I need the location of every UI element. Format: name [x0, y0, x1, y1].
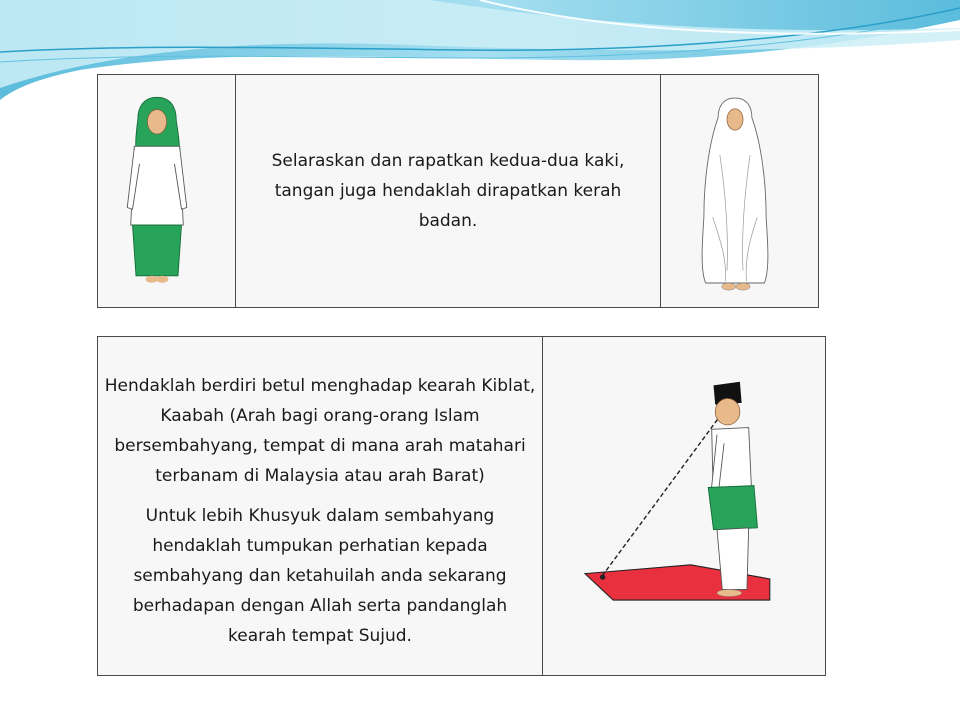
table-feet-together	[97, 74, 819, 308]
table1-right-image-cell	[661, 75, 818, 307]
table2-right-image-cell	[543, 337, 825, 675]
table1-instruction-text: Selaraskan dan rapatkan kedua-dua kaki, tangan juga hendaklah dirapatkan kerah badan.	[271, 151, 625, 231]
boy-on-prayer-mat-icon	[553, 373, 793, 637]
table-face-qibla	[97, 336, 826, 676]
table2-paragraph-1: Hendaklah berdiri betul menghadap kearah Kiblat, Kaabah (Arah bagi orang-orang Islam bersembahyang, tempat di mana arah matahari terbanam di Malaysia atau arah Barat)	[104, 376, 536, 486]
table1-text-cell	[236, 75, 660, 307]
table1-left-image-cell	[98, 75, 235, 307]
woman-green-hijab-icon	[122, 79, 192, 301]
table2-text-cell	[98, 337, 542, 675]
woman-white-telekung-icon	[695, 85, 775, 305]
table2-paragraph-2: Untuk lebih Khusyuk dalam sembahyang hendaklah tumpukan perhatian kepada sembahyang dan ketahuilah anda sekarang berhadapan dengan Allah serta pandanglah kearah tempat Sujud.	[132, 506, 508, 646]
